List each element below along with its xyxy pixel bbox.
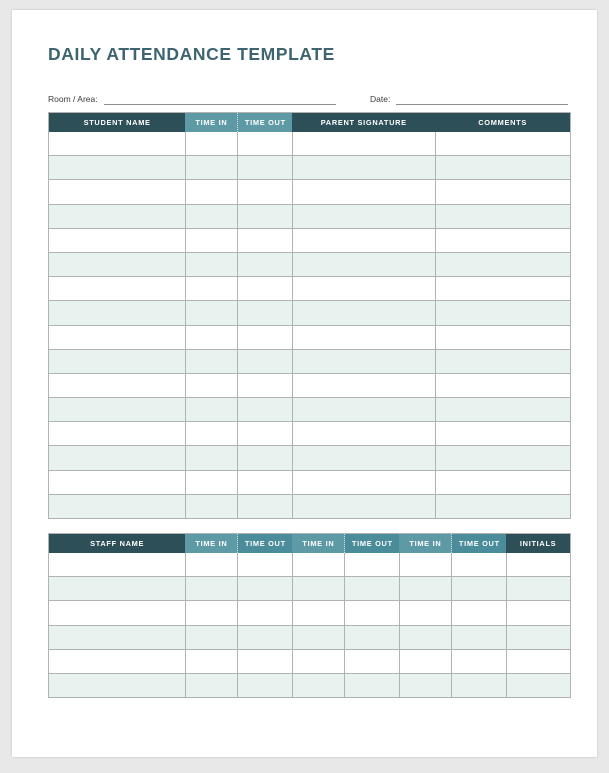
column-header-comments-4: COMMENTS	[435, 113, 570, 133]
table-cell[interactable]	[238, 470, 292, 494]
table-cell[interactable]	[185, 325, 238, 349]
student-attendance-table	[48, 112, 571, 519]
table-cell[interactable]	[292, 601, 345, 625]
table-cell[interactable]	[185, 446, 238, 470]
table-cell[interactable]	[185, 494, 238, 518]
table-cell[interactable]	[49, 277, 186, 301]
page-title: DAILY ATTENDANCE TEMPLATE	[48, 44, 335, 64]
table-cell[interactable]	[292, 204, 435, 228]
table-row	[49, 494, 571, 518]
table-cell[interactable]	[452, 601, 506, 625]
table-cell[interactable]	[292, 577, 345, 601]
table-cell[interactable]	[506, 601, 570, 625]
table-cell[interactable]	[292, 325, 435, 349]
table-cell[interactable]	[185, 625, 238, 649]
table-cell[interactable]	[399, 625, 452, 649]
table-cell[interactable]	[399, 577, 452, 601]
table-cell[interactable]	[185, 180, 238, 204]
table-cell[interactable]	[238, 349, 292, 373]
table-cell[interactable]	[49, 625, 186, 649]
student-table-head	[49, 113, 571, 133]
table-cell[interactable]	[185, 577, 238, 601]
column-header-time-in-5: TIME IN	[399, 534, 452, 554]
table-cell[interactable]	[185, 553, 238, 577]
table-cell[interactable]	[292, 625, 345, 649]
table-cell[interactable]	[292, 373, 435, 397]
table-row	[49, 470, 571, 494]
table-cell[interactable]	[292, 398, 435, 422]
table-cell[interactable]	[49, 132, 186, 156]
table-row	[49, 252, 571, 276]
column-header-time-out-6: TIME OUT	[452, 534, 506, 554]
table-cell[interactable]	[238, 252, 292, 276]
table-cell[interactable]	[185, 649, 238, 673]
table-cell[interactable]	[49, 470, 186, 494]
table-cell[interactable]	[185, 673, 238, 697]
table-cell[interactable]	[292, 301, 435, 325]
table-cell[interactable]	[435, 156, 570, 180]
table-cell[interactable]	[238, 494, 292, 518]
table-cell[interactable]	[452, 673, 506, 697]
table-cell[interactable]	[292, 673, 345, 697]
table-cell[interactable]	[292, 649, 345, 673]
table-cell[interactable]	[452, 553, 506, 577]
table-cell[interactable]	[238, 132, 292, 156]
table-cell[interactable]	[185, 470, 238, 494]
table-cell[interactable]	[435, 277, 570, 301]
table-cell[interactable]	[49, 494, 186, 518]
table-cell[interactable]	[435, 228, 570, 252]
room-area-input-rule[interactable]	[104, 92, 336, 105]
table-cell[interactable]	[49, 204, 186, 228]
table-cell[interactable]	[435, 422, 570, 446]
table-cell[interactable]	[292, 422, 435, 446]
table-cell[interactable]	[49, 673, 186, 697]
table-cell[interactable]	[185, 301, 238, 325]
table-cell[interactable]	[452, 577, 506, 601]
column-header-student-name-0: STUDENT NAME	[49, 113, 186, 133]
table-cell[interactable]	[399, 673, 452, 697]
table-cell[interactable]	[49, 228, 186, 252]
table-cell[interactable]	[238, 673, 292, 697]
column-header-staff-name-0: STAFF NAME	[49, 534, 186, 554]
table-cell[interactable]	[49, 446, 186, 470]
column-header-time-in-1: TIME IN	[185, 534, 238, 554]
table-cell[interactable]	[435, 398, 570, 422]
column-header-time-out-2: TIME OUT	[238, 534, 292, 554]
table-row	[49, 446, 571, 470]
table-cell[interactable]	[435, 470, 570, 494]
table-row	[49, 553, 571, 577]
table-cell[interactable]	[49, 301, 186, 325]
table-cell[interactable]	[435, 325, 570, 349]
table-cell[interactable]	[238, 277, 292, 301]
table-cell[interactable]	[238, 204, 292, 228]
room-area-field[interactable]	[48, 87, 336, 105]
table-row	[49, 373, 571, 397]
table-row	[49, 649, 571, 673]
table-row	[49, 577, 571, 601]
column-header-time-out-2: TIME OUT	[238, 113, 292, 133]
table-row	[49, 673, 571, 697]
table-cell[interactable]	[292, 156, 435, 180]
table-cell[interactable]	[452, 625, 506, 649]
table-cell[interactable]	[49, 325, 186, 349]
table-cell[interactable]	[399, 649, 452, 673]
table-row	[49, 625, 571, 649]
table-cell[interactable]	[292, 252, 435, 276]
table-cell[interactable]	[238, 601, 292, 625]
table-cell[interactable]	[452, 649, 506, 673]
table-cell[interactable]	[435, 301, 570, 325]
table-cell[interactable]	[185, 277, 238, 301]
table-cell[interactable]	[238, 422, 292, 446]
table-cell[interactable]	[238, 398, 292, 422]
table-row	[49, 228, 571, 252]
table-cell[interactable]	[435, 252, 570, 276]
table-row	[49, 301, 571, 325]
table-cell[interactable]	[345, 601, 399, 625]
table-row	[49, 132, 571, 156]
table-cell[interactable]	[399, 553, 452, 577]
table-cell[interactable]	[292, 470, 435, 494]
staff-attendance-table	[48, 533, 571, 698]
column-header-time-in-1: TIME IN	[185, 113, 238, 133]
table-cell[interactable]	[185, 156, 238, 180]
document-page	[12, 10, 597, 757]
table-cell[interactable]	[292, 180, 435, 204]
table-cell[interactable]	[238, 301, 292, 325]
table-cell[interactable]	[49, 349, 186, 373]
table-cell[interactable]	[238, 625, 292, 649]
table-cell[interactable]	[238, 649, 292, 673]
table-cell[interactable]	[238, 325, 292, 349]
date-field[interactable]	[370, 87, 568, 105]
table-cell[interactable]	[292, 553, 345, 577]
table-cell[interactable]	[345, 625, 399, 649]
table-cell[interactable]	[345, 553, 399, 577]
student-table-body	[49, 132, 571, 519]
table-cell[interactable]	[49, 373, 186, 397]
form-fields	[48, 87, 568, 105]
table-cell[interactable]	[292, 349, 435, 373]
column-header-time-in-3: TIME IN	[292, 534, 345, 554]
table-row	[49, 180, 571, 204]
table-cell[interactable]	[292, 228, 435, 252]
table-row	[49, 422, 571, 446]
table-cell[interactable]	[506, 577, 570, 601]
table-cell[interactable]	[506, 625, 570, 649]
table-cell[interactable]	[238, 228, 292, 252]
column-header-parent-signature-3: PARENT SIGNATURE	[292, 113, 435, 133]
table-cell[interactable]	[292, 446, 435, 470]
staff-table-head	[49, 534, 571, 554]
table-row	[49, 398, 571, 422]
table-row	[49, 277, 571, 301]
table-cell[interactable]	[185, 398, 238, 422]
table-row	[49, 156, 571, 180]
table-cell[interactable]	[435, 349, 570, 373]
table-cell[interactable]	[506, 649, 570, 673]
table-cell[interactable]	[49, 601, 186, 625]
table-cell[interactable]	[49, 649, 186, 673]
table-cell[interactable]	[238, 156, 292, 180]
table-cell[interactable]	[435, 132, 570, 156]
table-cell[interactable]	[49, 180, 186, 204]
table-cell[interactable]	[506, 553, 570, 577]
table-cell[interactable]	[292, 277, 435, 301]
staff-table-header-row	[49, 534, 571, 554]
room-area-label: Room / Area:	[48, 94, 98, 104]
table-row	[49, 349, 571, 373]
table-cell[interactable]	[185, 349, 238, 373]
table-cell[interactable]	[345, 577, 399, 601]
table-cell[interactable]	[185, 228, 238, 252]
table-cell[interactable]	[185, 422, 238, 446]
staff-table-body	[49, 553, 571, 698]
table-cell[interactable]	[399, 601, 452, 625]
table-cell[interactable]	[435, 204, 570, 228]
table-cell[interactable]	[238, 553, 292, 577]
table-cell[interactable]	[49, 553, 186, 577]
table-cell[interactable]	[435, 373, 570, 397]
date-input-rule[interactable]	[396, 92, 568, 105]
table-cell[interactable]	[435, 180, 570, 204]
table-cell[interactable]	[345, 649, 399, 673]
table-cell[interactable]	[292, 132, 435, 156]
table-cell[interactable]	[238, 373, 292, 397]
table-cell[interactable]	[435, 494, 570, 518]
table-row	[49, 601, 571, 625]
table-cell[interactable]	[435, 446, 570, 470]
table-cell[interactable]	[185, 252, 238, 276]
table-cell[interactable]	[49, 156, 186, 180]
table-cell[interactable]	[238, 180, 292, 204]
table-cell[interactable]	[49, 422, 186, 446]
table-cell[interactable]	[185, 373, 238, 397]
student-table-header-row	[49, 113, 571, 133]
table-row	[49, 325, 571, 349]
table-cell[interactable]	[185, 204, 238, 228]
table-cell[interactable]	[49, 398, 186, 422]
table-cell[interactable]	[185, 132, 238, 156]
table-cell[interactable]	[49, 252, 186, 276]
table-row	[49, 204, 571, 228]
column-header-time-out-4: TIME OUT	[345, 534, 399, 554]
table-cell[interactable]	[238, 446, 292, 470]
table-cell[interactable]	[506, 673, 570, 697]
table-cell[interactable]	[292, 494, 435, 518]
column-header-initials-7: INITIALS	[506, 534, 570, 554]
table-cell[interactable]	[185, 601, 238, 625]
table-cell[interactable]	[238, 577, 292, 601]
date-label: Date:	[370, 94, 391, 104]
table-cell[interactable]	[345, 673, 399, 697]
table-cell[interactable]	[49, 577, 186, 601]
